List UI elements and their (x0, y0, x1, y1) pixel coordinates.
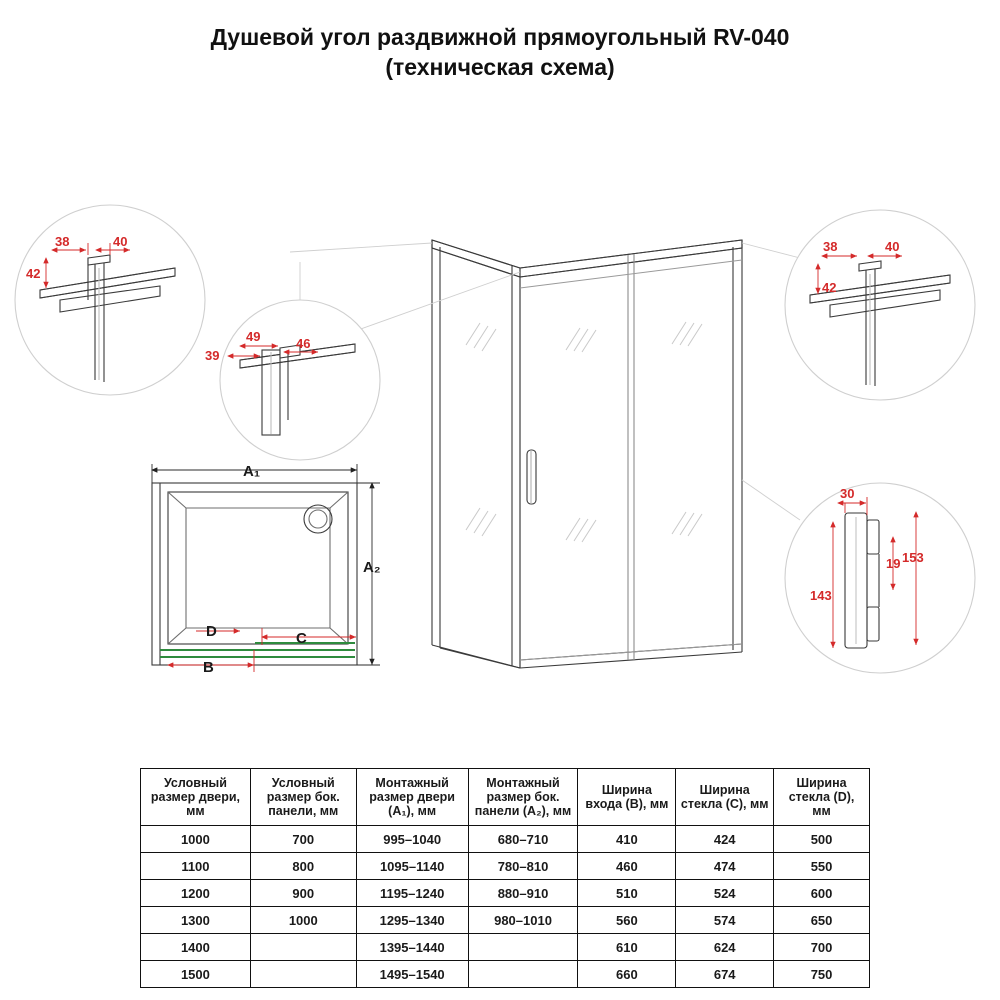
cell: 660 (578, 961, 676, 988)
plan-label-d: D (206, 623, 217, 640)
table-row (141, 934, 870, 961)
dim-tl-40: 40 (113, 234, 128, 249)
table-row (141, 853, 870, 880)
cell: 995–1040 (356, 826, 468, 853)
cell: 880–910 (468, 880, 578, 907)
cell: 1000 (141, 826, 251, 853)
col-header-entry-width: Ширина входа (B), мм (578, 769, 676, 826)
cell: 800 (250, 853, 356, 880)
dim-ml-46: 46 (296, 336, 311, 351)
cell (250, 934, 356, 961)
cell: 1200 (141, 880, 251, 907)
cell: 1095–1140 (356, 853, 468, 880)
col-header-panel-nominal: Условный размер бок. панели, мм (250, 769, 356, 826)
cell (468, 934, 578, 961)
cell: 900 (250, 880, 356, 907)
cell: 410 (578, 826, 676, 853)
page-title-line1: Душевой угол раздвижной прямоугольный RV-040 (210, 24, 790, 50)
dim-h-143: 143 (810, 588, 832, 603)
detail-top-left (15, 205, 205, 395)
col-header-panel-install: Монтажный размер бок. панели (A₂), мм (468, 769, 578, 826)
cell (250, 961, 356, 988)
cell: 1300 (141, 907, 251, 934)
col-header-glass-c: Ширина стекла (C), мм (676, 769, 774, 826)
col-header-door-nominal: Условный размер двери, мм (141, 769, 251, 826)
cell (468, 961, 578, 988)
cell: 460 (578, 853, 676, 880)
detail-mid-left (220, 300, 380, 460)
dim-tr-42: 42 (822, 280, 837, 295)
table-row (141, 880, 870, 907)
dim-tl-42: 42 (26, 266, 41, 281)
plan-label-b: B (203, 659, 214, 676)
cell: 610 (578, 934, 676, 961)
dim-h-30: 30 (840, 486, 855, 501)
dim-tl-38: 38 (55, 234, 70, 249)
spec-table-wrap (140, 768, 870, 988)
dim-h-153: 153 (902, 550, 924, 565)
table-header-row (141, 769, 870, 826)
cell: 550 (774, 853, 870, 880)
plan-label-a2: A₂ (363, 559, 381, 576)
cell: 650 (774, 907, 870, 934)
cell: 424 (676, 826, 774, 853)
plan-label-a1: A₁ (243, 463, 261, 480)
cell: 560 (578, 907, 676, 934)
cell: 1100 (141, 853, 251, 880)
cell: 1395–1440 (356, 934, 468, 961)
cell: 750 (774, 961, 870, 988)
page-title-line2: (техническая схема) (385, 54, 615, 80)
cell: 1195–1240 (356, 880, 468, 907)
cell: 1000 (250, 907, 356, 934)
cell: 1295–1340 (356, 907, 468, 934)
cell: 674 (676, 961, 774, 988)
door-handle (527, 450, 536, 504)
spec-table (140, 768, 870, 988)
detail-top-right (785, 210, 975, 400)
plan-view (152, 483, 357, 665)
cell: 1400 (141, 934, 251, 961)
cell: 500 (774, 826, 870, 853)
plan-label-c: C (296, 630, 307, 647)
main-3d-enclosure (432, 240, 742, 668)
dim-tr-38: 38 (823, 239, 838, 254)
detail-handle (785, 483, 975, 673)
dim-ml-49: 49 (246, 329, 261, 344)
col-header-glass-d: Ширина стекла (D), мм (774, 769, 870, 826)
dim-tr-40: 40 (885, 239, 900, 254)
cell: 700 (250, 826, 356, 853)
cell: 510 (578, 880, 676, 907)
cell: 980–1010 (468, 907, 578, 934)
cell: 474 (676, 853, 774, 880)
cell: 624 (676, 934, 774, 961)
table-row (141, 961, 870, 988)
dim-h-19: 19 (886, 556, 901, 571)
cell: 680–710 (468, 826, 578, 853)
cell: 524 (676, 880, 774, 907)
table-row (141, 826, 870, 853)
table-row (141, 907, 870, 934)
dim-ml-39: 39 (205, 348, 220, 363)
cell: 700 (774, 934, 870, 961)
cell: 574 (676, 907, 774, 934)
cell: 600 (774, 880, 870, 907)
cell: 1500 (141, 961, 251, 988)
col-header-door-install: Монтажный размер двери (A₁), мм (356, 769, 468, 826)
cell: 1495–1540 (356, 961, 468, 988)
cell: 780–810 (468, 853, 578, 880)
